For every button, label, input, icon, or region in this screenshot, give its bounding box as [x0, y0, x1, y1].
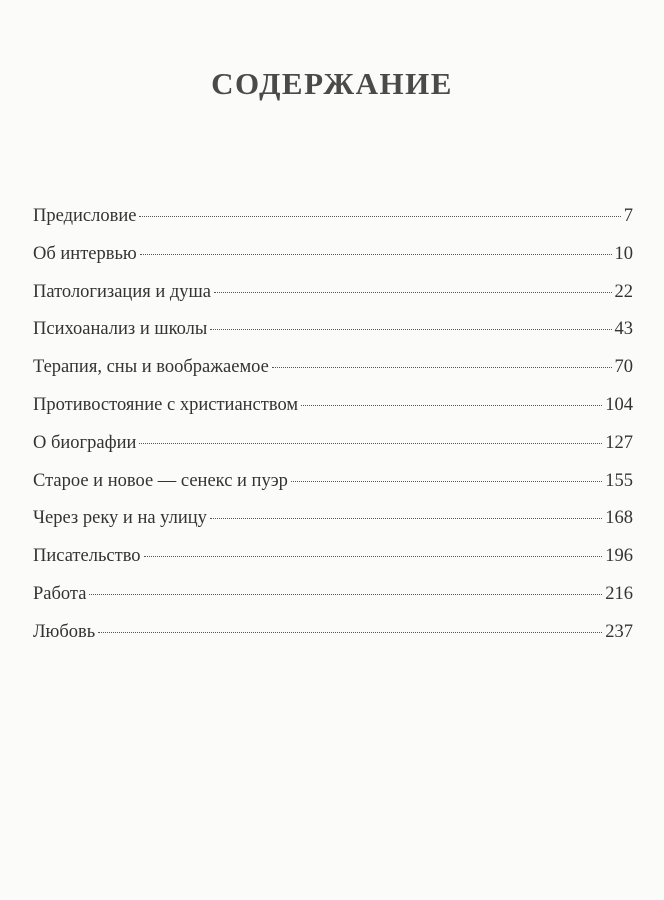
toc-entry [33, 433, 633, 471]
toc-entry-page: 22 [614, 281, 633, 302]
toc-entry-title: Через реку и на улицу [33, 508, 207, 529]
dot-leader [291, 481, 602, 482]
dot-leader [89, 594, 602, 595]
dot-leader [214, 292, 611, 293]
toc-entry [33, 395, 633, 433]
page-title: СОДЕРЖАНИЕ [211, 66, 453, 101]
toc-entry-title: Патологизация и душа [33, 281, 212, 302]
dot-leader [140, 254, 612, 255]
toc-entry [33, 508, 633, 546]
toc-entry-title: Терапия, сны и воображаемое [33, 357, 269, 378]
toc-entry-page: 7 [623, 206, 633, 226]
table-of-contents [33, 206, 633, 660]
toc-entry-title: Любовь [33, 621, 96, 642]
toc-entry-page: 155 [605, 470, 633, 491]
toc-entry-title: Об интервью [33, 243, 137, 264]
toc-entry [33, 282, 633, 320]
toc-entry-page: 216 [605, 583, 633, 604]
toc-entry-page: 104 [605, 394, 633, 415]
dot-leader [139, 216, 620, 217]
dot-leader [272, 367, 612, 368]
toc-entry [33, 319, 633, 357]
dot-leader [210, 329, 611, 330]
toc-entry [33, 206, 633, 244]
toc-entry-page: 43 [614, 319, 633, 340]
toc-entry [33, 622, 633, 660]
dot-leader [98, 632, 602, 633]
toc-entry [33, 584, 633, 622]
toc-entry-page: 10 [614, 243, 633, 264]
toc-entry-title: Старое и новое — сенекс и пуэр [33, 470, 288, 491]
toc-entry-page: 70 [614, 357, 633, 378]
toc-entry-title: Предисловие [33, 206, 137, 226]
toc-entry-title: Писательство [33, 546, 141, 567]
dot-leader [144, 556, 603, 557]
toc-entry-title: Противостояние с христианством [33, 394, 299, 415]
toc-entry-page: 196 [605, 546, 633, 567]
toc-entry-page: 168 [605, 508, 633, 529]
toc-entry-title: Работа [33, 583, 87, 604]
toc-entry-page: 237 [605, 621, 633, 642]
toc-entry [33, 244, 633, 282]
toc-entry-page: 127 [605, 432, 633, 453]
toc-entry-title: Психоанализ и школы [33, 319, 208, 340]
toc-entry [33, 546, 633, 584]
dot-leader [301, 405, 602, 406]
toc-entry [33, 471, 633, 509]
dot-leader [210, 518, 602, 519]
toc-entry-title: О биографии [33, 432, 137, 453]
dot-leader [139, 443, 602, 444]
toc-entry [33, 357, 633, 395]
